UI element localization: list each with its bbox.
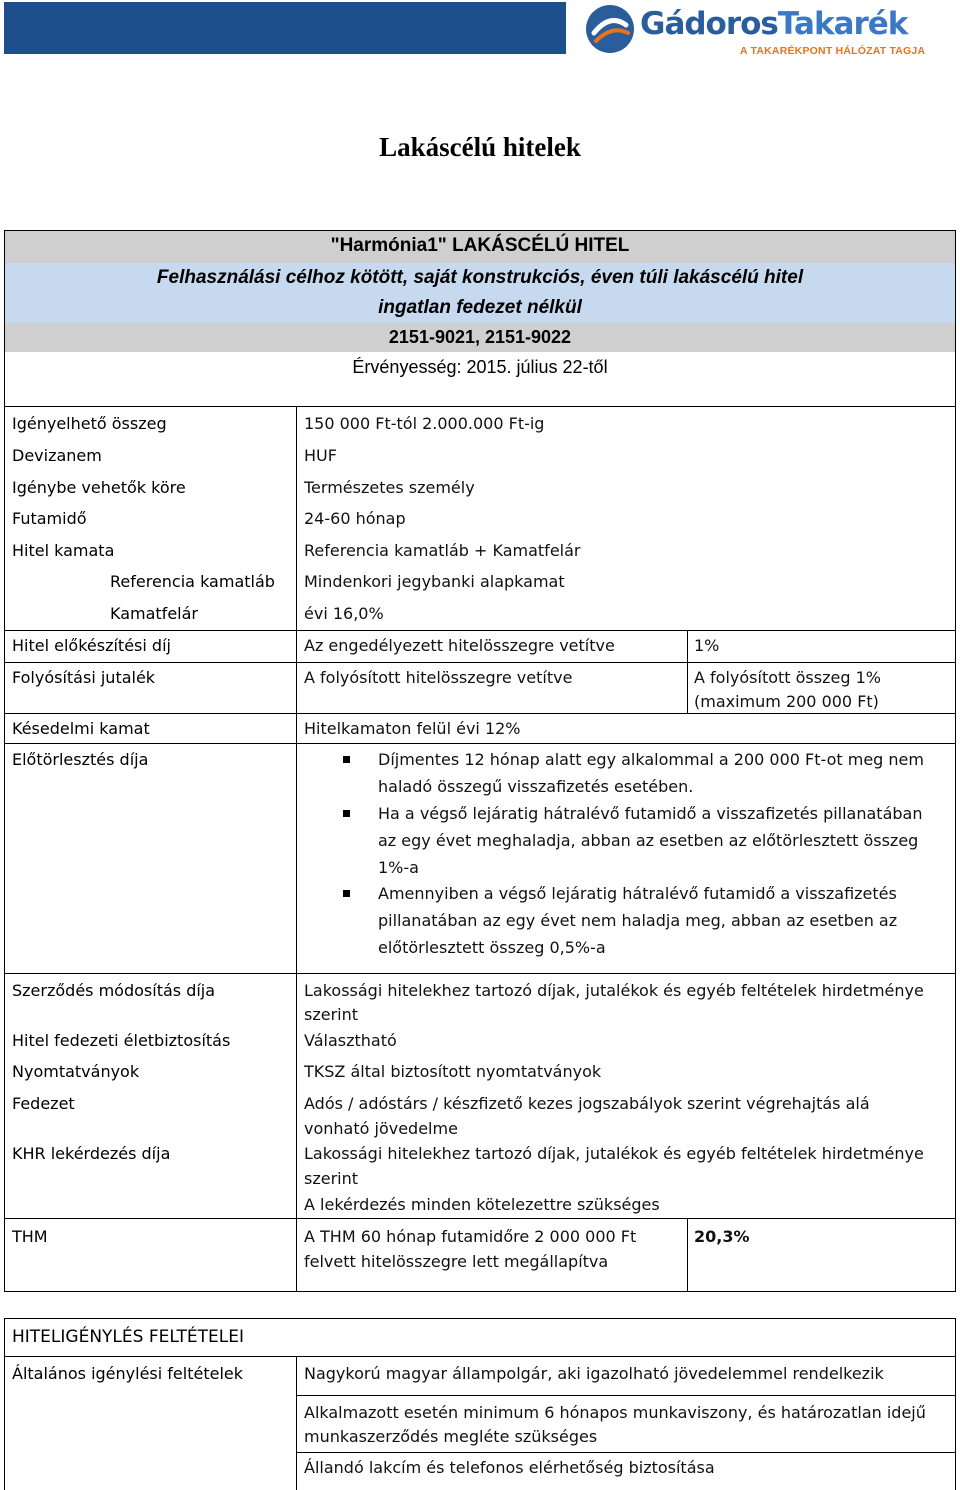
disbursement-fee-max: (maximum 200 000 Ft) xyxy=(694,692,879,711)
amount-label: Igényelhető összeg xyxy=(12,414,167,433)
divider xyxy=(296,1395,956,1396)
reference-rate-label: Referencia kamatláb xyxy=(110,572,275,591)
bullet-icon xyxy=(343,890,350,897)
modification-fee-value-line-2: szerint xyxy=(304,1005,359,1024)
page-header xyxy=(0,0,960,58)
prepay-bullet-3-line-2: pillanatában az egy évet nem haladja meg, abban az esetben az xyxy=(378,911,898,930)
margin-value: évi 16,0% xyxy=(304,604,384,623)
disbursement-fee-value: A folyósított hitelösszegre vetítve xyxy=(304,668,573,687)
header-color-bar xyxy=(4,2,566,54)
product-subtitle-2: ingatlan fedezet nélkül xyxy=(5,295,955,323)
product-subtitle-1: Felhasználási célhoz kötött, saját konstrukciós, éven túli lakáscélú hitel xyxy=(5,263,955,295)
general-requirements-label: Általános igénylési feltételek xyxy=(12,1364,243,1383)
life-insurance-value: Választható xyxy=(304,1031,397,1050)
term-label: Futamidő xyxy=(12,509,87,528)
prepay-bullet-2-line-1: Ha a végső lejáratig hátralévő futamidő a visszafizetés pillanatában xyxy=(378,804,923,823)
column-divider xyxy=(687,1218,688,1292)
divider xyxy=(4,630,956,631)
currency-label: Devizanem xyxy=(12,446,102,465)
column-divider xyxy=(296,973,297,1292)
collateral-value-line-2: vonható jövedelme xyxy=(304,1119,458,1138)
logo-mark-icon xyxy=(584,3,636,55)
requirement-item: munkaszerződés megléte szükséges xyxy=(304,1427,598,1446)
logo-tagline: A TAKARÉKPONT HÁLÓZAT TAGJA xyxy=(740,45,926,57)
bullet-icon xyxy=(343,756,350,763)
amount-value: 150 000 Ft-tól 2.000.000 Ft-ig xyxy=(304,414,545,433)
column-divider xyxy=(296,406,297,973)
thm-value: 20,3% xyxy=(694,1227,750,1246)
rate-label: Hitel kamata xyxy=(12,541,115,560)
thm-description-line-2: felvett hitelösszegre lett megállapítva xyxy=(304,1252,609,1271)
life-insurance-label: Hitel fedezeti életbiztosítás xyxy=(12,1031,231,1050)
khr-fee-label: KHR lekérdezés díja xyxy=(12,1144,171,1163)
late-interest-label: Késedelmi kamat xyxy=(12,719,150,738)
forms-label: Nyomtatványok xyxy=(12,1062,140,1081)
rate-value: Referencia kamatláb + Kamatfelár xyxy=(304,541,581,560)
requirement-item: Alkalmazott esetén minimum 6 hónapos munkaviszony, és határozatlan idejű xyxy=(304,1403,926,1422)
prepay-bullet-2-line-3: 1%-a xyxy=(378,858,419,877)
currency-value: HUF xyxy=(304,446,337,465)
requirement-item: Állandó lakcím és telefonos elérhetőség biztosítása xyxy=(304,1458,715,1477)
bullet-icon xyxy=(343,810,350,817)
prepay-bullet-3-line-3: előtörlesztett összeg 0,5%-a xyxy=(378,938,606,957)
divider xyxy=(4,1218,956,1219)
divider xyxy=(4,743,956,744)
prepay-bullet-2-line-2: az egy évet meghaladja, abban az esetben az előtörlesztett összeg xyxy=(378,831,919,850)
document-title: Lakáscélú hitelek xyxy=(379,132,581,162)
divider xyxy=(4,973,956,974)
disbursement-fee-label: Folyósítási jutalék xyxy=(12,668,156,687)
divider xyxy=(296,1452,956,1453)
eligible-label: Igénybe vehetők köre xyxy=(12,478,186,497)
divider xyxy=(4,1356,956,1357)
reference-rate-value: Mindenkori jegybanki alapkamat xyxy=(304,572,565,591)
khr-fee-value-line-3: A lekérdezés minden kötelezettre szükséges xyxy=(304,1195,660,1214)
logo-wordmark: GádorosTakarék xyxy=(640,6,908,42)
collateral-value-line-1: Adós / adóstárs / készfizető kezes jogszabályok szerint végrehajtás alá xyxy=(304,1094,870,1113)
requirements-title: HITELIGÉNYLÉS FELTÉTELEI xyxy=(12,1327,244,1347)
khr-fee-value-line-2: szerint xyxy=(304,1169,359,1188)
thm-label: THM xyxy=(12,1227,48,1246)
term-value: 24-60 hónap xyxy=(304,509,406,528)
prepay-bullet-1-line-1: Díjmentes 12 hónap alatt egy alkalommal a 200 000 Ft-ot meg nem xyxy=(378,750,924,769)
product-name: "Harmónia1" LAKÁSCÉLÚ HITEL xyxy=(5,231,955,263)
product-validity: Érvényesség: 2015. július 22-től xyxy=(352,357,608,377)
prepayment-fee-label: Előtörlesztés díja xyxy=(12,750,149,769)
product-codes: 2151-9021, 2151-9022 xyxy=(5,323,955,352)
margin-label: Kamatfelár xyxy=(110,604,198,623)
modification-fee-value-line-1: Lakossági hitelekhez tartozó díjak, jutalékok és egyéb feltételek hirdetménye xyxy=(304,981,924,1000)
collateral-label: Fedezet xyxy=(12,1094,75,1113)
column-divider xyxy=(687,630,688,713)
modification-fee-label: Szerződés módosítás díja xyxy=(12,981,216,1000)
prep-fee-percent: 1% xyxy=(694,636,720,655)
gadoros-takarek-logo xyxy=(580,0,958,58)
prepay-bullet-1-line-2: haladó összegű visszafizetés esetében. xyxy=(378,777,694,796)
prep-fee-label: Hitel előkészítési díj xyxy=(12,636,171,655)
late-interest-value: Hitelkamaton felül évi 12% xyxy=(304,719,521,738)
divider xyxy=(4,406,956,407)
prepay-bullet-3-line-1: Amennyiben a végső lejáratig hátralévő futamidő a visszafizetés xyxy=(378,884,897,903)
forms-value: TKSZ által biztosított nyomtatványok xyxy=(304,1062,602,1081)
prep-fee-value: Az engedélyezett hitelösszegre vetítve xyxy=(304,636,615,655)
eligible-value: Természetes személy xyxy=(304,478,475,497)
requirement-item: Nagykorú magyar állampolgár, aki igazolható jövedelemmel rendelkezik xyxy=(304,1364,884,1383)
disbursement-fee-percent: A folyósított összeg 1% xyxy=(694,668,881,687)
divider xyxy=(4,662,956,663)
thm-description-line-1: A THM 60 hónap futamidőre 2 000 000 Ft xyxy=(304,1227,637,1246)
khr-fee-value-line-1: Lakossági hitelekhez tartozó díjak, jutalékok és egyéb feltételek hirdetménye xyxy=(304,1144,924,1163)
column-divider xyxy=(296,1356,297,1490)
